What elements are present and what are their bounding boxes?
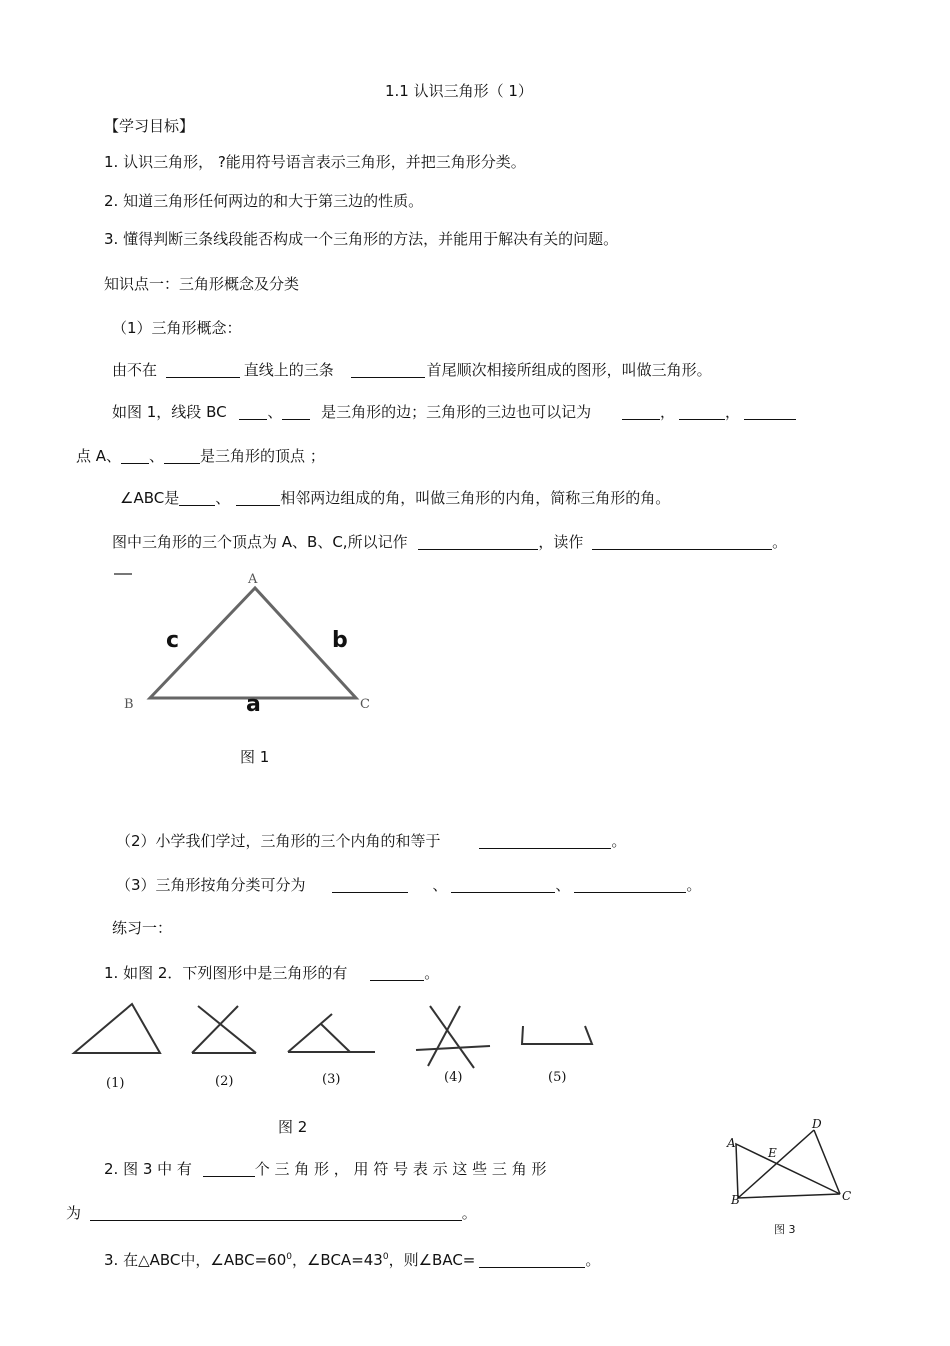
text: 相邻两边组成的角，叫做三角形的内角，简称三角形的角。 xyxy=(280,489,671,507)
fill-blank[interactable] xyxy=(679,403,725,420)
vertices-line xyxy=(76,445,325,466)
question-1 xyxy=(104,962,439,983)
separator: 、 xyxy=(555,876,571,894)
page-title: 1.1 认识三角形（ 1） xyxy=(385,82,533,100)
figure-caption: 图 3 xyxy=(774,1223,796,1236)
angle-sum-line xyxy=(116,830,626,851)
text: 2. 图 3 中 有 xyxy=(104,1160,192,1178)
angle-line xyxy=(120,487,670,508)
figure-2-shapes xyxy=(70,1000,610,1070)
text: 。 xyxy=(772,533,788,551)
fill-blank[interactable] xyxy=(418,533,538,550)
vertex-label-d: D xyxy=(812,1117,822,1131)
fill-blank[interactable] xyxy=(744,403,796,420)
text: （2）小学我们学过，三角形的三个内角的和等于 xyxy=(116,832,441,850)
text: 1. 如图 2．下列图形中是三角形的有 xyxy=(104,964,348,982)
shape-label: (2) xyxy=(215,1074,234,1089)
separator: 、 xyxy=(215,489,231,507)
fill-blank[interactable] xyxy=(239,403,267,420)
fill-blank[interactable] xyxy=(121,447,149,464)
separator: 、 xyxy=(432,876,448,894)
vertex-label-a: A xyxy=(727,1136,736,1150)
edges-line xyxy=(112,401,796,422)
text: 。 xyxy=(686,876,702,894)
definition-line xyxy=(112,359,712,380)
fill-blank[interactable] xyxy=(370,964,424,981)
text: ，∠BCA=43 xyxy=(291,1251,383,1269)
subsection-heading: （1）三角形概念： xyxy=(112,319,242,337)
question-3 xyxy=(104,1249,600,1270)
fill-blank[interactable] xyxy=(592,533,772,550)
exercise-heading: 练习一： xyxy=(112,919,173,937)
side-label-b: b xyxy=(332,628,348,653)
text: 个 三 角 形 ， 用 符 号 表 示 这 些 三 角 形 xyxy=(254,1160,547,1178)
fill-blank[interactable] xyxy=(622,403,660,420)
classification-line xyxy=(116,874,701,895)
separator: ， xyxy=(724,403,740,421)
fill-blank[interactable] xyxy=(164,447,200,464)
text: 由不在 xyxy=(112,361,158,379)
fill-blank[interactable] xyxy=(479,1251,585,1268)
notation-line xyxy=(112,531,787,552)
vertex-label-c: C xyxy=(842,1189,852,1203)
separator: ， xyxy=(659,403,675,421)
fill-blank[interactable] xyxy=(351,361,425,378)
text: ∠ABC是 xyxy=(120,489,180,507)
fill-blank[interactable] xyxy=(179,489,215,506)
text: （3）三角形按角分类可分为 xyxy=(116,876,306,894)
text: 。 xyxy=(611,832,627,850)
fill-blank[interactable] xyxy=(332,876,408,893)
vertex-label-b: B xyxy=(731,1193,740,1207)
objective-item: 2. 知道三角形任何两边的和大于第三边的性质。 xyxy=(104,192,424,210)
text: 如图 1，线段 BC xyxy=(112,403,227,421)
vertex-label-a: A xyxy=(248,572,258,587)
side-label-c: c xyxy=(166,628,180,653)
shape-label: (1) xyxy=(106,1076,125,1091)
objectives-heading: 【学习目标】 xyxy=(104,117,195,135)
degree-mark: 0 xyxy=(382,1252,389,1262)
figure-3-triangles xyxy=(724,1118,864,1218)
separator: 、 xyxy=(267,403,283,421)
fill-blank[interactable] xyxy=(90,1204,462,1221)
objective-item: 1. 认识三角形， ?能用符号语言表示三角形，并把三角形分类。 xyxy=(104,153,526,171)
text: 直线上的三条 xyxy=(243,361,334,379)
shape-label: (3) xyxy=(322,1072,341,1087)
fill-blank[interactable] xyxy=(236,489,280,506)
separator: 、 xyxy=(149,447,165,465)
text: 。 xyxy=(461,1204,477,1222)
text: 是三角形的边；三角形的三边也可以记为 xyxy=(321,403,592,421)
degree-mark: 0 xyxy=(286,1252,292,1262)
fill-blank[interactable] xyxy=(451,876,555,893)
text: 为 xyxy=(66,1204,82,1222)
text: ，读作 xyxy=(538,533,584,551)
text: 图中三角形的三个顶点为 A、B、C,所以记作 xyxy=(112,533,408,551)
fill-blank[interactable] xyxy=(574,876,686,893)
text: 3. 在△ABC中，∠ABC=60 xyxy=(104,1251,287,1269)
figure-caption: 图 1 xyxy=(240,748,270,766)
question-2-line-1 xyxy=(104,1158,546,1179)
text: 。 xyxy=(585,1251,601,1269)
vertex-label-c: C xyxy=(360,697,370,712)
side-label-a: a xyxy=(246,692,261,717)
text: 首尾顺次相接所组成的图形，叫做三角形。 xyxy=(426,361,712,379)
question-2-line-2 xyxy=(66,1202,477,1223)
vertex-label-b: B xyxy=(124,697,134,712)
text: 是三角形的顶点 ； xyxy=(200,447,325,465)
text: ，则∠BAC= xyxy=(388,1251,476,1269)
fill-blank[interactable] xyxy=(479,832,611,849)
fill-blank[interactable] xyxy=(282,403,310,420)
figure-caption: 图 2 xyxy=(278,1118,308,1136)
fill-blank[interactable] xyxy=(166,361,240,378)
objective-item: 3. 懂得判断三条线段能否构成一个三角形的方法，并能用于解决有关的问题。 xyxy=(104,230,619,248)
shape-label: (4) xyxy=(444,1070,463,1085)
vertex-label-e: E xyxy=(768,1146,777,1160)
text: 点 A、 xyxy=(76,447,122,465)
shape-label: (5) xyxy=(548,1070,567,1085)
section-heading: 知识点一：三角形概念及分类 xyxy=(104,275,300,293)
text: 。 xyxy=(424,964,440,982)
fill-blank[interactable] xyxy=(203,1160,255,1177)
